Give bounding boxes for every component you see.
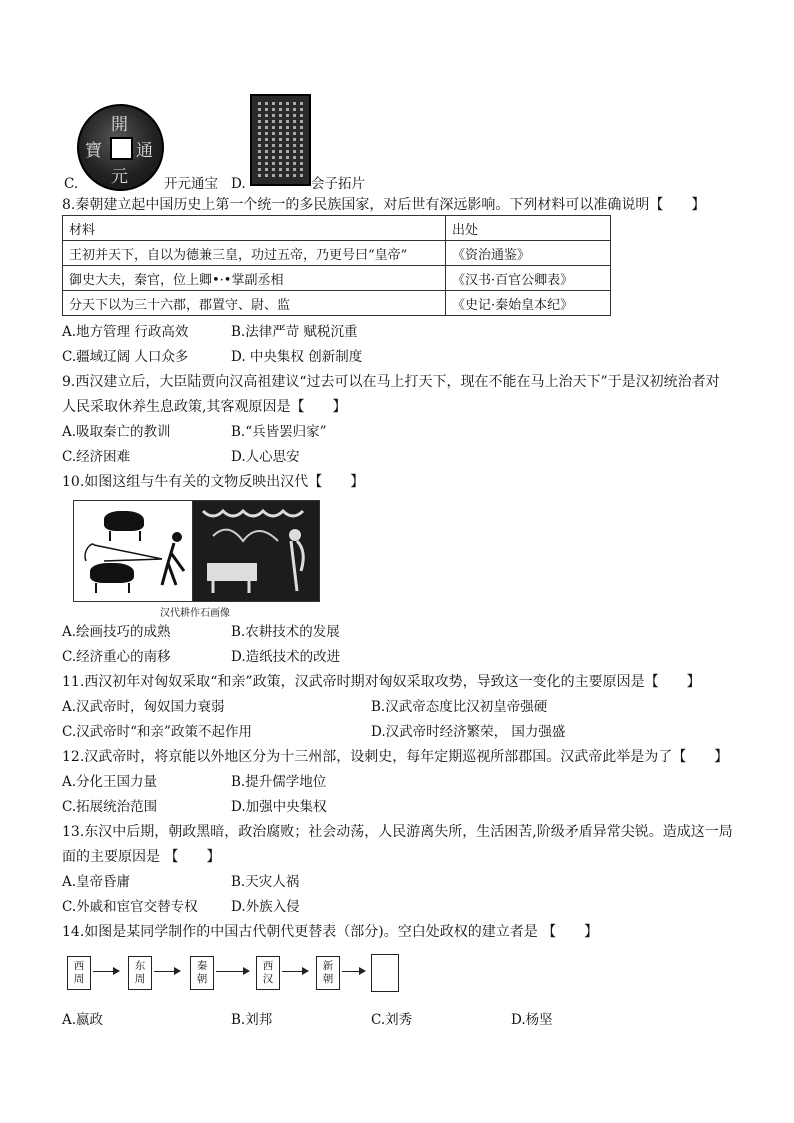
table-cell-material: 御史大夫，秦官，位上卿•·•掌副丞相 [63, 266, 446, 291]
q12-option-d[interactable]: D.加强中央集权 [231, 799, 327, 815]
q7-option-d-label: D. [231, 176, 246, 192]
coin-char-bottom: 元 [111, 167, 128, 187]
q8-source-table [62, 215, 611, 316]
dynasty-char: 朝 [322, 973, 334, 985]
q7-option-c-caption: 开元通宝 [164, 176, 218, 192]
dynasty-box [190, 956, 214, 990]
arrow-icon [216, 971, 248, 972]
dynasty-char: 周 [134, 973, 146, 985]
q13-stem-line1: 13.东汉中后期，朝政黑暗，政治腐败；社会动荡，人民游离失所，生活困苦,阶级矛盾异常尖锐。造成这一局 [62, 824, 733, 840]
q13-stem-line2: 面的主要原因是 【 】 [62, 849, 221, 865]
kaiyuan-coin-image [77, 104, 164, 191]
table-header-material: 材料 [63, 216, 446, 241]
q10-option-d[interactable]: D.造纸技术的改进 [231, 649, 341, 665]
q11-option-d[interactable]: D.汉武帝时经济繁荣， 国力强盛 [371, 724, 566, 740]
q12-stem: 12.汉武帝时，将京能以外地区分为十三州部，设刺史，每年定期巡视所部郡国。汉武帝此举是为了【 】 [62, 749, 729, 765]
arrow-icon [93, 971, 118, 972]
q10-option-b[interactable]: B.农耕技术的发展 [231, 624, 340, 640]
table-row [63, 291, 611, 316]
q8-option-c[interactable]: C.疆域辽阔 人口众多 [62, 349, 189, 365]
q8-option-d[interactable]: D. 中央集权 创新制度 [231, 349, 363, 365]
table-cell-source: 《史记·秦始皇本纪》 [446, 291, 611, 316]
q12-option-a[interactable]: A.分化王国力量 [62, 774, 158, 790]
q7-option-c-label: C. [64, 176, 79, 192]
q14-option-a[interactable]: A.嬴政 [62, 1012, 104, 1028]
q10-option-a[interactable]: A.绘画技巧的成熟 [62, 624, 171, 640]
q11-stem: 11.西汉初年对匈奴采取“和亲”政策，汉武帝时期对匈奴采取攻势，导致这一变化的主要原因是【 】 [62, 674, 701, 690]
q7-option-d-caption: 会子拓片 [311, 176, 365, 192]
q12-option-c[interactable]: C.拓展统治范围 [62, 799, 158, 815]
table-cell-material: 王初并天下，自以为德兼三皇，功过五帝，乃更号曰“皇帝” [63, 241, 446, 266]
q9-option-d[interactable]: D.人心思安 [231, 449, 300, 465]
q13-option-d[interactable]: D.外族入侵 [231, 899, 300, 915]
coin-char-right: 通 [136, 141, 153, 161]
dynasty-char: 秦 [196, 960, 208, 972]
q14-option-c[interactable]: C.刘秀 [371, 1012, 413, 1028]
dynasty-char: 西 [73, 960, 85, 972]
table-cell-material: 分天下以为三十六郡，郡置守、尉、监 [63, 291, 446, 316]
dynasty-char: 朝 [196, 973, 208, 985]
table-cell-source: 《资治通鉴》 [446, 241, 611, 266]
coin-square-hole [110, 137, 133, 160]
q13-option-b[interactable]: B.天灾人祸 [231, 874, 300, 890]
q12-option-b[interactable]: B.提升儒学地位 [231, 774, 327, 790]
q14-option-d[interactable]: D.杨坚 [511, 1012, 553, 1028]
coin-char-left: 寶 [85, 141, 102, 161]
q9-option-c[interactable]: C.经济困难 [62, 449, 131, 465]
dynasty-char: 新 [322, 960, 334, 972]
han-farming-stone-relief-image [73, 500, 320, 602]
q11-option-a[interactable]: A.汉武帝时，匈奴国力衰弱 [62, 699, 225, 715]
farming-line-drawing [74, 501, 193, 601]
q13-option-c[interactable]: C.外戚和宦官交替专权 [62, 899, 198, 915]
q8-option-b[interactable]: B.法律严苛 赋税沉重 [231, 324, 358, 340]
arrow-icon [282, 971, 307, 972]
q13-option-a[interactable]: A.皇帝昏庸 [62, 874, 131, 890]
q10-stem: 10.如图这组与牛有关的文物反映出汉代【 】 [62, 474, 365, 490]
q9-stem-line2: 人民采取休养生息政策,其客观原因是【 】 [62, 399, 347, 415]
arrow-icon [154, 971, 179, 972]
dynasty-box [316, 956, 340, 990]
q14-stem: 14.如图是某同学制作的中国古代朝代更替表（部分)。空白处政权的建立者是 【 】 [62, 924, 599, 940]
dynasty-box [256, 956, 280, 990]
farming-rubbing [193, 501, 319, 601]
q10-image-caption: 汉代耕作石画像 [160, 608, 230, 619]
q14-option-b[interactable]: B.刘邦 [231, 1012, 273, 1028]
dynasty-char: 西 [262, 960, 274, 972]
dynasty-box [67, 956, 91, 990]
table-header-row [63, 216, 611, 241]
dynasty-box [128, 956, 152, 990]
blank-dynasty-box [371, 954, 399, 992]
q8-option-a[interactable]: A.地方管理 行政高效 [62, 324, 189, 340]
table-row [63, 241, 611, 266]
arrow-icon [342, 971, 364, 972]
q8-stem: 8.秦朝建立起中国历史上第一个统一的多民族国家，对后世有深远影响。下列材料可以准确说明【 】 [62, 197, 706, 213]
q9-option-b[interactable]: B.“兵皆罢归家” [231, 424, 327, 440]
q9-stem-line1: 9.西汉建立后，大臣陆贾向汉高祖建议“过去可以在马上打天下，现在不能在马上治天下”于是汉初统治者对 [62, 374, 720, 390]
table-cell-source: 《汉书·百官公卿表》 [446, 266, 611, 291]
dynasty-char: 周 [73, 973, 85, 985]
huizi-rubbing-image [250, 94, 311, 186]
dynasty-char: 东 [134, 960, 146, 972]
dynasty-char: 汉 [262, 973, 274, 985]
q10-option-c[interactable]: C.经济重心的南移 [62, 649, 171, 665]
table-row [63, 266, 611, 291]
coin-char-top: 開 [111, 115, 128, 135]
q9-option-a[interactable]: A.吸取秦亡的教训 [62, 424, 171, 440]
q11-option-b[interactable]: B.汉武帝态度比汉初皇帝强硬 [371, 699, 548, 715]
q11-option-c[interactable]: C.汉武帝时“和亲”政策不起作用 [62, 724, 252, 740]
table-header-source: 出处 [446, 216, 611, 241]
